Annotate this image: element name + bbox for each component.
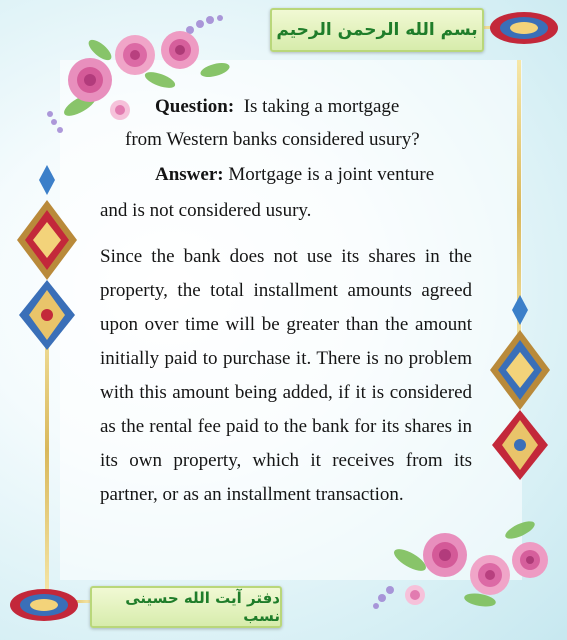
answer-label: Answer: — [155, 164, 224, 185]
explanation-paragraph: Since the bank does not use its shares in the property, the total installment amounts agreed upon over time will be greater than the amount initially paid to purchase it. There is no problem with this amount being added, if it is considered as the rental fee paid to the bank for its shares in its own property, which it receives from its partner, or as an installment transaction. — [100, 246, 472, 505]
bismillah-text: بسم الله الرحمن الرحيم — [276, 20, 478, 40]
ornament-bottom-left — [8, 585, 80, 625]
answer-text-2: and is not considered usury. — [100, 200, 312, 221]
bismillah-label — [270, 8, 484, 52]
office-text: دفتر آیت الله حسینی نسب — [125, 589, 280, 625]
answer-text-1: Mortgage is a joint venture — [228, 164, 435, 185]
office-label — [90, 586, 282, 628]
question-text-1: Is taking a mortgage — [243, 96, 400, 117]
ornament-top-right — [488, 8, 560, 48]
answer-line-1 — [155, 164, 475, 186]
answer-line-2 — [100, 200, 472, 222]
question-line-2 — [125, 129, 475, 151]
question-text-2: from Western banks considered usury? — [125, 129, 420, 150]
question-line-1 — [155, 96, 475, 118]
persian-ornament-right — [485, 290, 555, 490]
persian-ornament-left — [12, 160, 82, 360]
question-label: Question: — [155, 96, 235, 117]
rose-cluster-top-left — [40, 10, 270, 140]
rose-cluster-bottom-right — [370, 500, 567, 625]
